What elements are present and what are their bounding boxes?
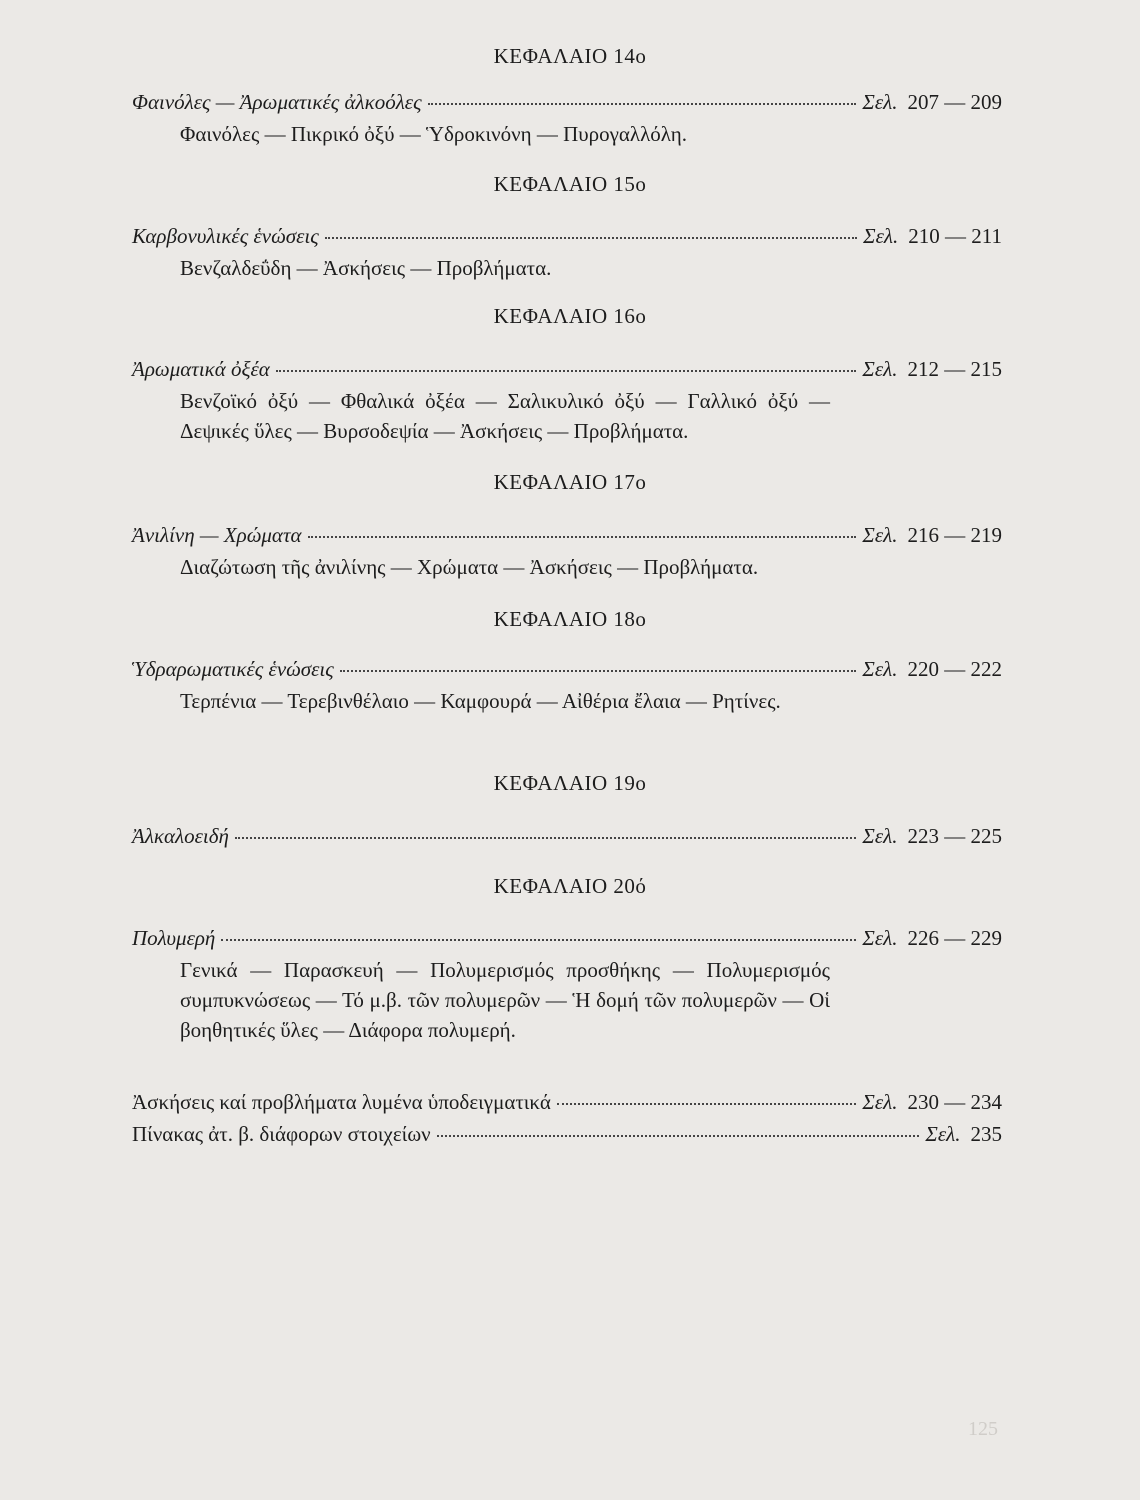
entry-title: Καρβονυλικές ἑνώσεις — [132, 224, 319, 248]
page-range: 210 — 211 — [908, 224, 1002, 248]
entry-description: Βενζαλδεΰδη — Ἀσκήσεις — Προβλήματα. — [180, 256, 552, 280]
toc-entry — [132, 926, 1002, 1045]
leader-dots — [325, 237, 857, 239]
page-label: Σελ. — [925, 1122, 961, 1146]
chapter-heading: ΚΕΦΑΛΑΙΟ 19ο — [493, 771, 647, 795]
toc-entry — [132, 357, 1002, 446]
leader-dots — [428, 103, 857, 105]
page-range: 212 — 215 — [907, 357, 1002, 381]
page-label: Σελ. — [862, 357, 898, 381]
entry-description: Βενζοϊκό ὀξύ — Φθαλικά ὀξέα — Σαλικυλικό ὀξύ — Γαλλικό ὀξύ — Δεψικές ὕλες — Βυρσοδεψία — Ἀσκήσεις — Προβλήματα. — [180, 389, 830, 443]
toc-entry — [132, 1090, 1002, 1115]
page-label: Σελ. — [862, 1090, 898, 1114]
page-label: Σελ. — [863, 224, 899, 248]
page-label: Σελ. — [862, 657, 898, 681]
leader-dots — [276, 370, 857, 372]
toc-entry — [132, 90, 1002, 149]
leader-dots — [221, 939, 856, 941]
entry-description: Τερπένια — Τερεβινθέλαιο — Καμφουρά — Αἰθέρια ἔλαια — Ρητίνες. — [180, 689, 781, 713]
leader-dots — [235, 837, 856, 839]
page-range: 226 — 229 — [907, 926, 1002, 950]
entry-title: Φαινόλες — Ἀρωματικές ἀλκοόλες — [132, 90, 422, 114]
chapter-heading: ΚΕΦΑΛΑΙΟ 20ό — [493, 874, 647, 898]
toc-entry — [132, 824, 1002, 849]
entry-title: Ὑδραρωματικές ἑνώσεις — [132, 657, 334, 681]
chapter-heading: ΚΕΦΑΛΑΙΟ 18ο — [493, 607, 647, 631]
entry-title: Πολυμερή — [132, 926, 216, 950]
toc-entry — [132, 657, 1002, 716]
entry-description: Φαινόλες — Πικρικό ὀξύ — Ὑδροκινόνη — Πυρογαλλόλη. — [180, 122, 688, 146]
page-range: 207 — 209 — [907, 90, 1002, 114]
chapter-heading: ΚΕΦΑΛΑΙΟ 17ο — [493, 470, 647, 494]
page-label: Σελ. — [862, 926, 898, 950]
entry-title: Ἀνιλίνη — Χρώματα — [132, 523, 302, 547]
page-range: 230 — 234 — [907, 1090, 1002, 1114]
page-range: 216 — 219 — [907, 523, 1002, 547]
toc-entry — [132, 224, 1002, 283]
leader-dots — [308, 536, 857, 538]
leader-dots — [557, 1103, 857, 1105]
entry-title: Πίνακας ἀτ. β. διάφορων στοιχείων — [132, 1122, 431, 1146]
chapter-heading: ΚΕΦΑΛΑΙΟ 16ο — [493, 304, 647, 328]
bleed-through-page-number: 125 — [968, 1418, 998, 1440]
entry-description: Γενικά — Παρασκευή — Πολυμερισμός προσθήκης — Πολυμερισμός συμπυκνώσεως — Τό μ.β. τῶν πολυμερῶν — Ἡ δομή τῶν πολυμερῶν — Οἱ βοηθητικές ὕλες — Διάφορα πολυμερή. — [180, 958, 830, 1042]
page-label: Σελ. — [862, 824, 898, 848]
entry-description: Διαζώτωση τῆς ἀνιλίνης — Χρώματα — Ἀσκήσεις — Προβλήματα. — [180, 555, 759, 579]
page-label: Σελ. — [862, 90, 898, 114]
page-label: Σελ. — [862, 523, 898, 547]
page-range: 235 — [970, 1122, 1002, 1146]
chapter-heading: ΚΕΦΑΛΑΙΟ 14ο — [493, 44, 647, 68]
toc-entry — [132, 523, 1002, 582]
leader-dots — [437, 1135, 920, 1137]
entry-title: Ἀλκαλοειδή — [132, 824, 229, 848]
page-range: 223 — 225 — [907, 824, 1002, 848]
toc-entry — [132, 1122, 1002, 1147]
page-range: 220 — 222 — [907, 657, 1002, 681]
entry-title: Ἀσκήσεις καί προβλήματα λυμένα ὑποδειγματικά — [132, 1090, 551, 1114]
entry-title: Ἀρωματικά ὀξέα — [132, 357, 270, 381]
leader-dots — [340, 670, 857, 672]
chapter-heading: ΚΕΦΑΛΑΙΟ 15ο — [493, 172, 647, 196]
